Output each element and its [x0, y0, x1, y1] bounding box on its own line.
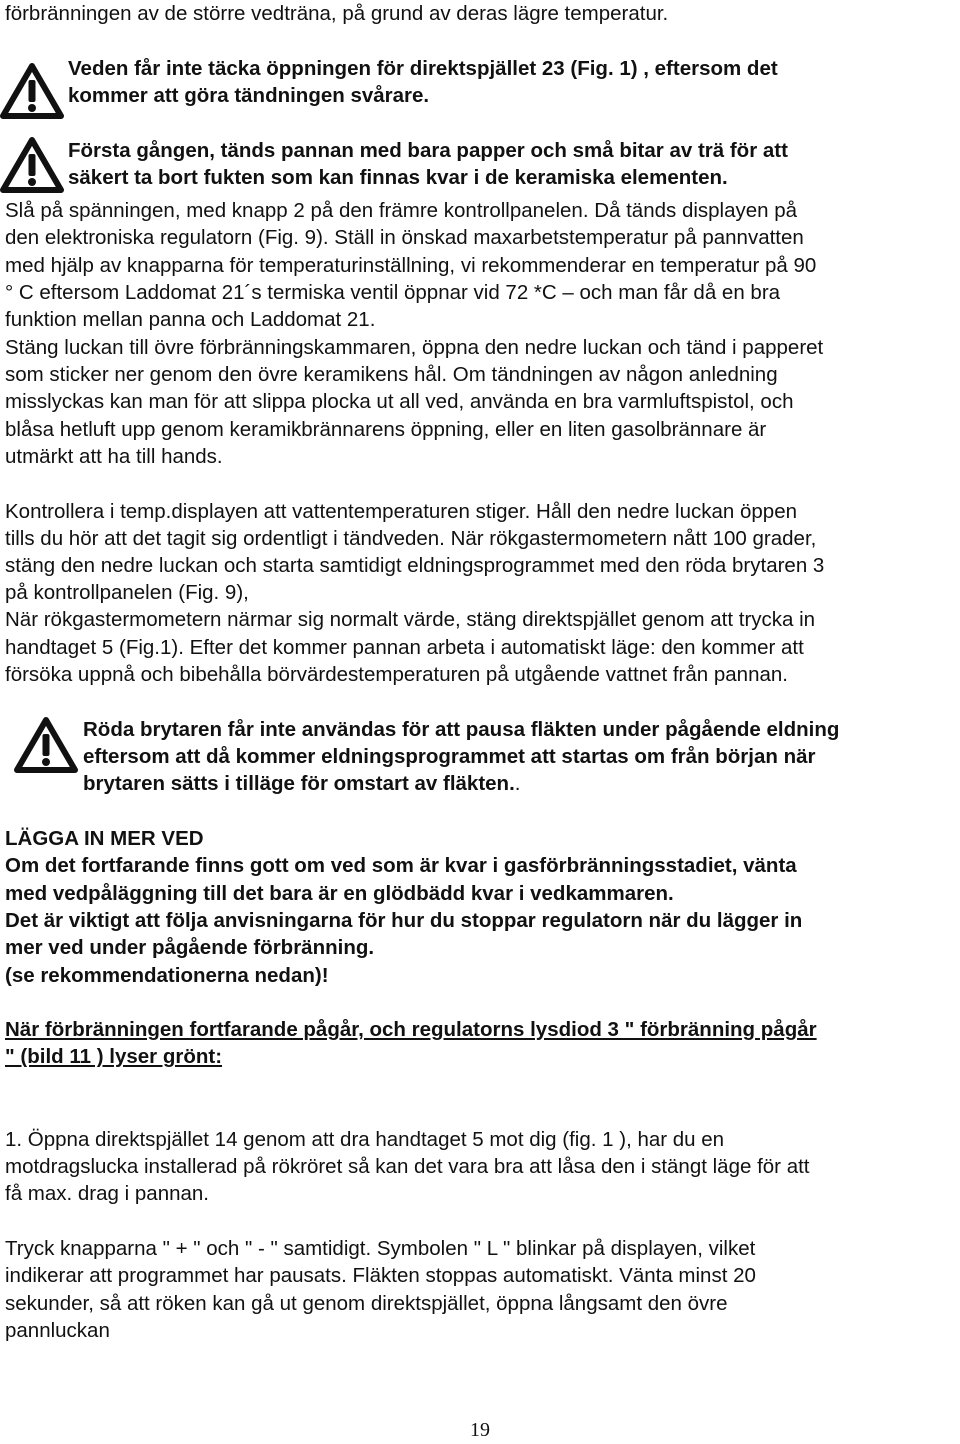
warning-text-suffix: .	[514, 772, 521, 795]
text-line: misslyckas kan man för att slippa plocka ut all ved, använda en bra varmluftspistol, och	[5, 390, 794, 413]
text-line: indikerar att programmet har pausats. Fläkten stoppas automatiskt. Vänta minst 20	[5, 1264, 756, 1287]
text-line: Kontrollera i temp.displayen att vattentemperaturen stiger. Håll den nedre luckan öppen	[5, 500, 798, 523]
text-line: tills du hör att det tagit sig ordentligt i tändveden. När rökgastermometern nått 100 grader,	[5, 527, 817, 550]
text-line: Tryck knapparna " + " och " - " samtidigt. Symbolen " L " blinkar på displayen, vilket	[5, 1237, 756, 1260]
text-line: Slå på spänningen, med knapp 2 på den främre kontrollpanelen. Då tänds displayen på	[5, 199, 798, 222]
text-line: 1. Öppna direktspjället 14 genom att dra handtaget 5 mot dig (fig. 1 ), har du en	[5, 1128, 725, 1151]
text-line: motdragslucka installerad på rökröret så kan det vara bra att låsa den i stängt läge för att	[5, 1155, 810, 1178]
warning-icon	[14, 716, 78, 774]
text-line: försöka uppnå och bibehålla börvärdestemperaturen på utgående vattnet från pannan.	[5, 663, 788, 686]
text-line: (se rekommendationerna nedan)!	[5, 964, 329, 987]
text-line: med hjälp av knapparna för temperaturinställning, vi rekommenderar en temperatur på 90	[5, 254, 817, 277]
text-line: få max. drag i pannan.	[5, 1182, 209, 1205]
text-line: utmärkt att ha till hands.	[5, 445, 223, 468]
text-line: När rökgastermometern närmar sig normalt värde, stäng direktspjället genom att trycka in	[5, 608, 816, 631]
page-number: 19	[470, 1419, 490, 1441]
text-line: med vedpåläggning till det bara är en glödbädd kvar i vedkammaren.	[5, 882, 674, 905]
warning-text-line: Veden får inte täcka öppningen för direktspjället 23 (Fig. 1) , eftersom det	[68, 57, 778, 80]
text-line: på kontrollpanelen (Fig. 9),	[5, 581, 249, 604]
warning-text-line: Röda brytaren får inte användas för att pausa fläkten under pågående eldning	[83, 718, 840, 741]
subheading-line: " (bild 11 ) lyser grönt:	[5, 1045, 223, 1068]
text-line: handtaget 5 (Fig.1). Efter det kommer pannan arbeta i automatiskt läge: den kommer att	[5, 636, 804, 659]
warning-icon	[0, 62, 64, 120]
warning-text-line: säkert ta bort fukten som kan finnas kvar i de keramiska elementen.	[68, 166, 728, 189]
text-line: Stäng luckan till övre förbränningskammaren, öppna den nedre luckan och tänd i papperet	[5, 336, 824, 359]
warning-text-line	[83, 770, 520, 797]
text-line: som sticker ner genom den övre keramikens hål. Om tändningen av någon anledning	[5, 363, 778, 386]
text-line: blåsa hetluft upp genom keramikbrännarens öppning, eller en liten gasolbrännare är	[5, 418, 767, 441]
text-line: funktion mellan panna och Laddomat 21.	[5, 308, 376, 331]
warning-text-line: eftersom att då kommer eldningsprogrammet att startas om från början när	[83, 745, 816, 768]
section-heading: LÄGGA IN MER VED	[5, 827, 204, 850]
text-line: pannluckan	[5, 1319, 110, 1342]
text-line: Om det fortfarande finns gott om ved som är kvar i gasförbränningsstadiet, vänta	[5, 854, 797, 877]
text-line: Det är viktigt att följa anvisningarna för hur du stoppar regulatorn när du lägger in	[5, 909, 803, 932]
text-line: förbränningen av de större vedträna, på grund av deras lägre temperatur.	[5, 2, 669, 25]
warning-text-bold: brytaren sätts i tilläge för omstart av fläkten.	[83, 772, 515, 795]
warning-text-line: kommer att göra tändningen svårare.	[68, 84, 430, 107]
warning-text-line: Första gången, tänds pannan med bara papper och små bitar av trä för att	[68, 139, 788, 162]
text-line: den elektroniska regulatorn (Fig. 9). Ställ in önskad maxarbetstemperatur på pannvatten	[5, 226, 804, 249]
text-line: mer ved under pågående förbränning.	[5, 936, 375, 959]
subheading-line: När förbränningen fortfarande pågår, och regulatorns lysdiod 3 " förbränning pågår	[5, 1018, 817, 1041]
warning-icon	[0, 136, 64, 194]
text-line: ° C eftersom Laddomat 21´s termiska ventil öppnar vid 72 *C – och man får då en bra	[5, 281, 781, 304]
text-line: stäng den nedre luckan och starta samtidigt eldningsprogrammet med den röda brytaren 3	[5, 554, 825, 577]
text-line: sekunder, så att röken kan gå ut genom direktspjället, öppna långsamt den övre	[5, 1292, 728, 1315]
